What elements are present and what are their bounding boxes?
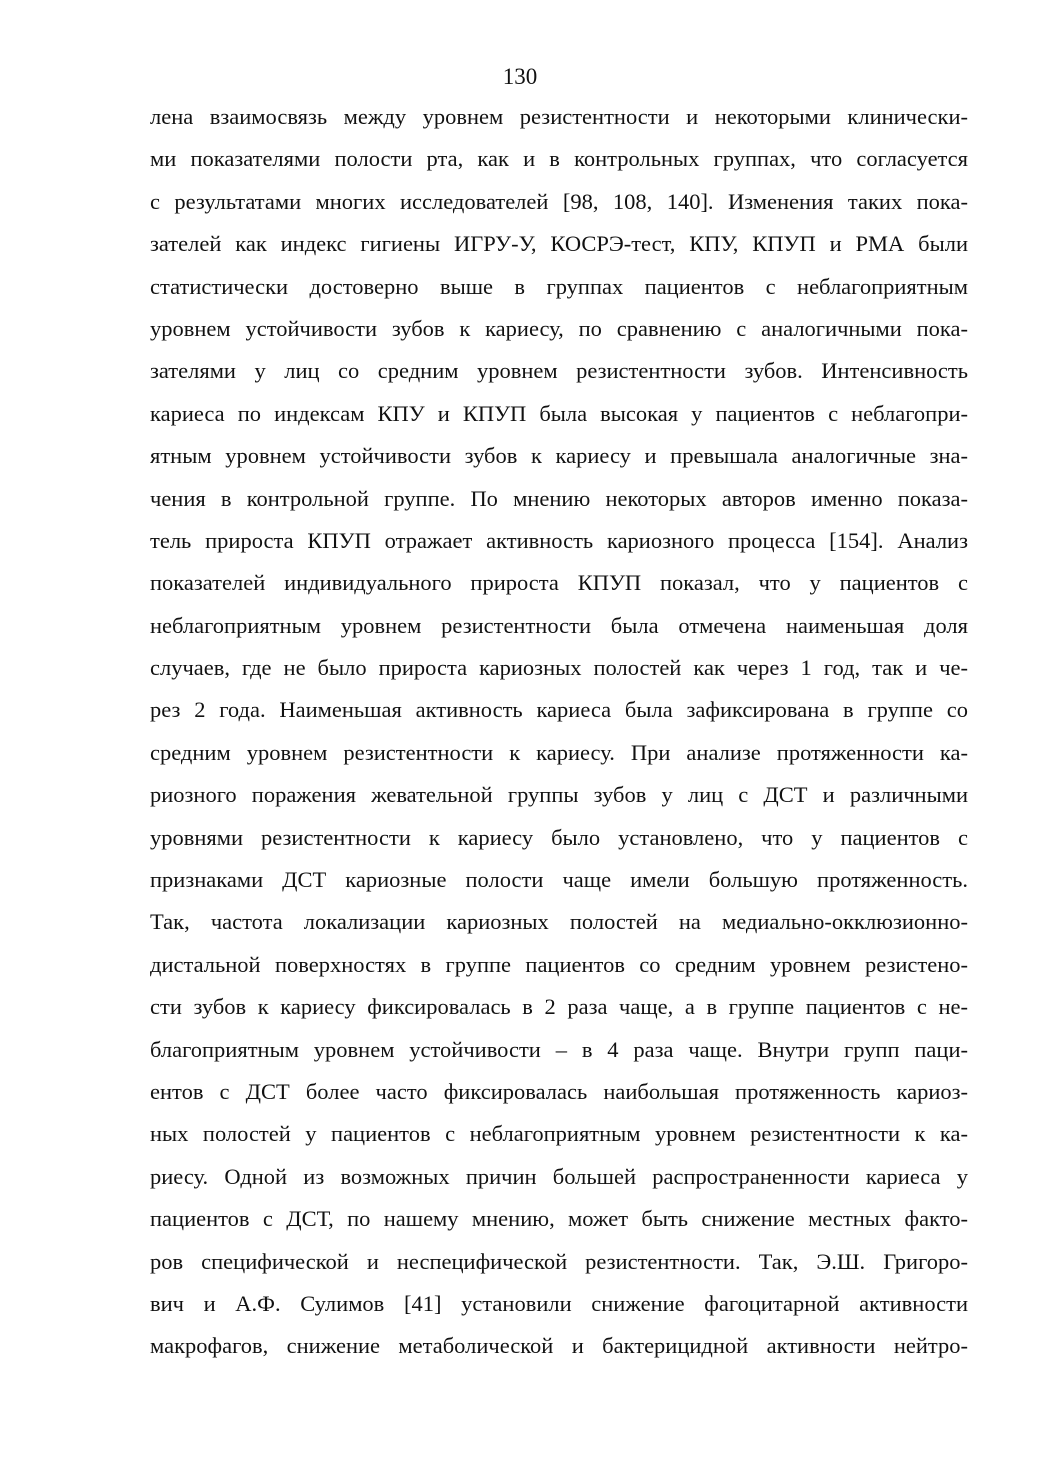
text-line: средним уровнем резистентности к кариесу. При анализе протяженности ка- (150, 739, 968, 765)
text-line: риесу. Одной из возможных причин большей распространенности кариеса у (150, 1163, 968, 1189)
text-line: рез 2 года. Наименьшая активность кариеса была зафиксирована в группе со (150, 697, 968, 723)
text-line: риозного поражения жевательной группы зубов у лиц с ДСТ и различными (150, 782, 968, 808)
text-line: с результатами многих исследователей [98, 108, 140]. Изменения таких пока- (150, 188, 968, 214)
text-line: ных полостей у пациентов с неблагоприятным уровнем резистентности к ка- (150, 1121, 968, 1147)
text-line: статистически достоверно выше в группах пациентов с неблагоприятным (150, 273, 968, 299)
text-line: уровнями резистентности к кариесу было установлено, что у пациентов с (150, 824, 968, 850)
text-line: зателями у лиц со средним уровнем резистентности зубов. Интенсивность (150, 358, 968, 384)
text-line: случаев, где не было прироста кариозных полостей как через 1 год, так и че- (150, 655, 968, 681)
text-line: признаками ДСТ кариозные полости чаще имели большую протяженность. (150, 867, 968, 893)
text-line: сти зубов к кариесу фиксировалась в 2 раза чаще, а в группе пациентов с не- (150, 994, 968, 1020)
body-text (150, 96, 968, 1368)
text-line: Так, частота локализации кариозных полостей на медиально-окклюзионно- (150, 909, 968, 935)
text-line: благоприятным уровнем устойчивости – в 4 раза чаще. Внутри групп паци- (150, 1036, 968, 1062)
text-line: показателей индивидуального прироста КПУП показал, что у пациентов с (150, 570, 968, 596)
text-line: тель прироста КПУП отражает активность кариозного процесса [154]. Анализ (150, 527, 968, 553)
text-line: ентов с ДСТ более часто фиксировалась наибольшая протяженность кариоз- (150, 1078, 968, 1104)
page-number: 130 (502, 64, 538, 89)
text-line: дистальной поверхностях в группе пациентов со средним уровнем резистено- (150, 951, 968, 977)
text-line: лена взаимосвязь между уровнем резистентности и некоторыми клинически- (150, 104, 968, 129)
text-line: неблагоприятным уровнем резистентности была отмечена наименьшая доля (150, 612, 968, 638)
text-line: ятным уровнем устойчивости зубов к кариесу и превышала аналогичные зна- (150, 443, 968, 469)
text-line: ми показателями полости рта, как и в контрольных группах, что согласуется (150, 146, 968, 172)
text-line: чения в контрольной группе. По мнению некоторых авторов именно показа- (150, 485, 968, 511)
text-line: макрофагов, снижение метаболической и бактерицидной активности нейтро- (150, 1333, 968, 1359)
text-line: уровнем устойчивости зубов к кариесу, по сравнению с аналогичными пока- (150, 315, 968, 341)
text-line: вич и А.Ф. Сулимов [41] установили снижение фагоцитарной активности (150, 1290, 968, 1316)
text-line: кариеса по индексам КПУ и КПУП была высокая у пациентов с неблагопри- (150, 400, 968, 426)
text-line: зателей как индекс гигиены ИГРУ-У, КОСРЭ-тест, КПУ, КПУП и РМА были (150, 231, 968, 257)
text-line: пациентов с ДСТ, по нашему мнению, может быть снижение местных факто- (150, 1206, 968, 1232)
text-line: ров специфической и неспецифической резистентности. Так, Э.Ш. Григоро- (150, 1248, 968, 1274)
